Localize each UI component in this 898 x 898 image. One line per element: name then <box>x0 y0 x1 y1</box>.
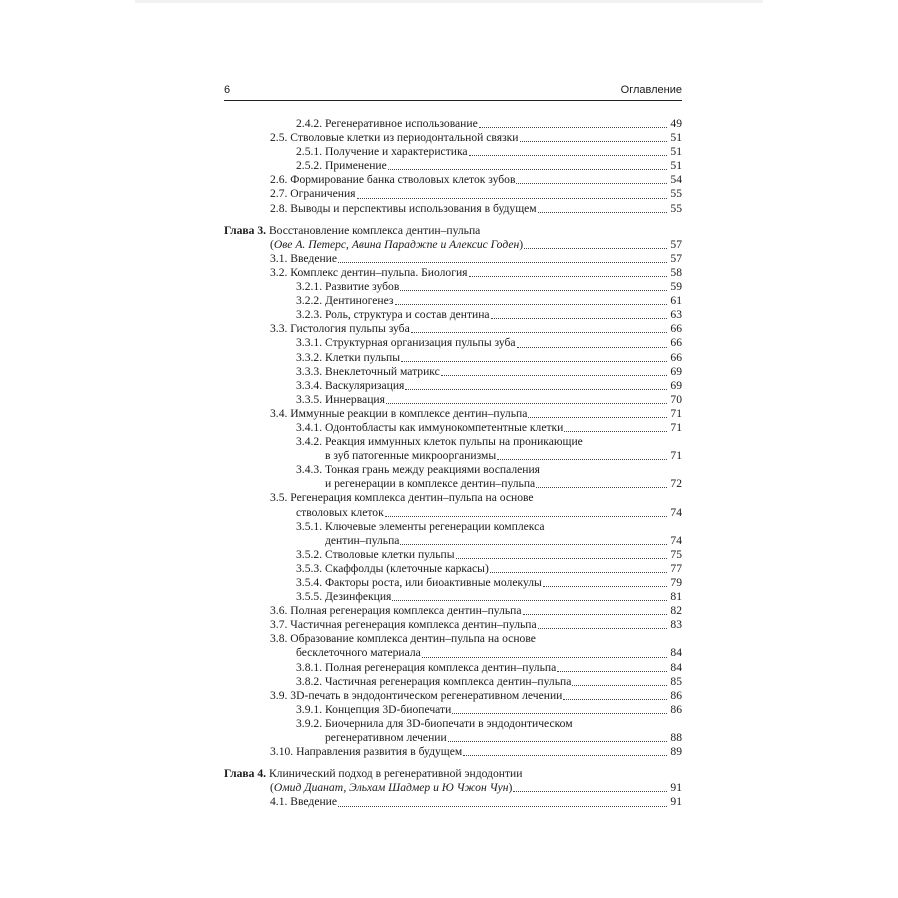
toc-chapter[interactable] <box>224 767 682 795</box>
toc-entry-number: 3.9.2. <box>296 716 323 730</box>
toc-entry-text <box>270 131 519 145</box>
dot-leader <box>479 127 667 128</box>
toc-entry-title: Роль, структура и состав дентина <box>325 308 490 322</box>
toc-page-number: 71 <box>670 420 682 434</box>
dot-leader <box>517 347 667 348</box>
toc-entry-text <box>270 618 537 632</box>
running-title: Оглавление <box>620 84 682 96</box>
toc-entry[interactable] <box>224 562 682 576</box>
toc-entry-text <box>296 145 468 159</box>
dot-leader <box>572 685 667 686</box>
toc-page-number: 55 <box>670 187 682 201</box>
toc-entry-title: Направления развития в будущем <box>296 745 463 759</box>
dot-leader <box>400 544 667 545</box>
dot-leader <box>520 141 668 142</box>
toc-entry-text <box>270 689 562 703</box>
chapter-title: Восстановление комплекса дентин–пульпа <box>268 223 481 237</box>
dot-leader <box>491 318 667 319</box>
toc-entry-title-continued: дентин–пульпа <box>325 533 400 547</box>
toc-entry-number: 3.3.4. <box>296 378 323 392</box>
toc-entry-text <box>270 322 410 336</box>
toc-entry[interactable] <box>224 351 682 365</box>
toc-entry-title: Реакция иммунных клеток пульпы на проникающие <box>325 435 583 449</box>
toc-entry-number: 3.2.1. <box>296 280 323 294</box>
toc-entry-title-continued: стволовых клеток <box>296 505 384 519</box>
toc-entry-text <box>296 576 542 590</box>
toc-entry-title: 3D-печать в эндодонтическом регенеративном лечении <box>290 688 563 702</box>
toc-entry-number: 3.2. <box>270 265 288 279</box>
toc-entry-text <box>270 187 356 201</box>
toc-entry-text <box>296 336 516 350</box>
toc-page-number: 88 <box>670 731 682 745</box>
toc-entry-number: 3.8.2. <box>296 674 323 688</box>
toc-entry-text <box>270 407 527 421</box>
toc-entry-text <box>296 661 556 675</box>
toc-page-number: 83 <box>670 618 682 632</box>
top-edge <box>135 0 763 3</box>
toc-entry-title: Васкуляризация <box>325 378 405 392</box>
toc-entry-number: 3.4.2. <box>296 435 323 449</box>
toc-page-number: 57 <box>670 237 682 251</box>
toc-page-number: 71 <box>670 449 682 463</box>
toc-page-number: 74 <box>670 533 682 547</box>
toc-entry-title: Образование комплекса дентин–пульпа на основе <box>290 632 536 646</box>
toc-entry-text <box>296 675 571 689</box>
toc-page-number: 84 <box>670 646 682 660</box>
page-number: 6 <box>224 84 231 96</box>
toc-entry-title: Одонтобласты как иммунокомпетентные клетки <box>325 420 564 434</box>
toc-entry-title: Стволовые клетки из периодонтальной связки <box>290 131 519 145</box>
toc-entry-number: 3.2.2. <box>296 294 323 308</box>
toc-page-number: 51 <box>670 131 682 145</box>
toc-entry-number: 3.6. <box>270 604 288 618</box>
toc-entry-title: Частичная регенерация комплекса дентин–пульпа <box>325 674 572 688</box>
toc-entry-title: Формирование банка стволовых клеток зубов <box>290 173 516 187</box>
toc-entry-title: Получение и характеристика <box>325 145 468 159</box>
toc-page-number: 85 <box>670 674 682 688</box>
toc-entry-text <box>296 308 490 322</box>
toc-page-number: 70 <box>670 392 682 406</box>
toc-entry[interactable] <box>224 336 682 350</box>
toc-page-number: 63 <box>670 308 682 322</box>
toc-entry-number: 2.6. <box>270 173 288 187</box>
dot-leader <box>524 248 667 249</box>
toc-entry-number: 3.5. <box>270 491 288 505</box>
toc-entry-title: Полная регенерация комплекса дентин–пульпа <box>290 604 522 618</box>
toc-entry-number: 3.4. <box>270 406 288 420</box>
dot-leader <box>538 212 667 213</box>
toc-entry[interactable] <box>224 520 682 548</box>
dot-leader <box>441 375 667 376</box>
dot-leader <box>338 806 667 807</box>
toc-entry-text <box>296 379 404 393</box>
toc-entry-title: Развитие зубов <box>325 280 400 294</box>
toc-entry[interactable] <box>224 703 682 717</box>
chapter-authors: Ове А. Петерс, Авина Параджпе и Алексис Годен <box>273 237 520 251</box>
toc-entry-text <box>325 477 535 491</box>
toc-entry[interactable] <box>224 661 682 675</box>
table-of-contents <box>224 117 682 810</box>
toc-entry-title: Клетки пульпы <box>325 350 401 364</box>
toc-entry-title-continued: и регенерации в комплексе дентин–пульпа <box>325 477 536 491</box>
chapter-title: Клинический подход в регенеративной эндодонтии <box>268 767 523 781</box>
toc-page-number: 49 <box>670 117 682 130</box>
dot-leader <box>497 459 667 460</box>
toc-entry-text <box>296 117 478 131</box>
toc-page-number: 58 <box>670 265 682 279</box>
toc-entry-title: Выводы и перспективы использования в будущем <box>290 201 537 215</box>
toc-entry-text: (Ове А. Петерс, Авина Параджпе и Алексис Годен) <box>270 237 524 251</box>
dot-leader <box>463 755 667 756</box>
toc-entry[interactable] <box>224 187 682 201</box>
toc-entry-title: Частичная регенерация комплекса дентин–пульпа <box>290 618 537 632</box>
chapter-label: Глава 3. <box>224 223 267 237</box>
toc-page-number: 66 <box>670 350 682 364</box>
toc-entry[interactable] <box>224 463 682 491</box>
dot-leader <box>513 791 667 792</box>
toc-page-number: 66 <box>670 322 682 336</box>
toc-page-number: 82 <box>670 604 682 618</box>
toc-entry-number: 2.8. <box>270 201 288 215</box>
toc-entry[interactable] <box>224 294 682 308</box>
toc-page-number: 81 <box>670 590 682 604</box>
dot-leader <box>385 516 667 517</box>
toc-page-number: 57 <box>670 251 682 265</box>
toc-page-number: 69 <box>670 378 682 392</box>
toc-entry-text <box>296 351 400 365</box>
toc-entry-number: 2.5.2. <box>296 159 323 173</box>
toc-entry[interactable] <box>224 435 682 463</box>
dot-leader <box>528 417 667 418</box>
dot-leader <box>469 276 667 277</box>
toc-entry-title: Комплекс дентин–пульпа. Биология <box>290 265 468 279</box>
toc-entry-title: Концепция 3D-биопечати <box>325 702 452 716</box>
toc-entry[interactable] <box>224 117 682 131</box>
toc-entry[interactable] <box>224 407 682 421</box>
toc-entry-text <box>296 548 455 562</box>
dot-leader <box>536 487 667 488</box>
toc-entry-number: 3.3.2. <box>296 350 323 364</box>
toc-page-number: 59 <box>670 280 682 294</box>
toc-entry[interactable] <box>224 717 682 745</box>
dot-leader <box>452 713 667 714</box>
toc-entry-text <box>296 590 391 604</box>
toc-entry-number: 3.4.1. <box>296 420 323 434</box>
toc-entry-number: 3.5.4. <box>296 576 323 589</box>
toc-entry[interactable] <box>224 173 682 187</box>
toc-page-number: 55 <box>670 201 682 215</box>
toc-entry[interactable] <box>224 308 682 322</box>
toc-entry-title: Внеклеточный матрикс <box>325 364 440 378</box>
toc-entry-text <box>325 449 496 463</box>
toc-entry[interactable] <box>224 393 682 407</box>
dot-leader <box>543 586 667 587</box>
toc-entry-title: Регенерация комплекса дентин–пульпа на основе <box>290 491 534 505</box>
toc-entry-number: 3.7. <box>270 618 288 632</box>
toc-entry-text <box>325 534 399 548</box>
dot-leader <box>357 198 668 199</box>
toc-entry-number: 3.9. <box>270 688 288 702</box>
toc-entry-number: 3.4.3. <box>296 463 323 477</box>
dot-leader <box>456 558 667 559</box>
toc-entry-number: 3.3.3. <box>296 364 323 378</box>
toc-entry-text: (Омид Дианат, Эльхам Шадмер и Ю Чжон Чун) <box>270 781 513 795</box>
toc-entry-title: Скаффолды (клеточные каркасы) <box>325 561 489 575</box>
toc-page-number: 51 <box>670 159 682 173</box>
toc-entry-number: 2.5.1. <box>296 145 323 159</box>
toc-entry-text <box>270 795 337 809</box>
dot-leader <box>395 304 668 305</box>
toc-entry-text <box>296 646 421 660</box>
toc-entry[interactable] <box>224 689 682 703</box>
toc-entry-number: 3.8. <box>270 632 288 646</box>
toc-entry-title: Регенеративное использование <box>325 117 478 130</box>
toc-page-number: 91 <box>670 781 682 795</box>
dot-leader <box>490 572 667 573</box>
chapter-label: Глава 4. <box>224 767 267 781</box>
toc-entry-title: Структурная организация пульпы зуба <box>325 336 516 350</box>
toc-entry[interactable] <box>224 548 682 562</box>
dot-leader <box>400 290 667 291</box>
dot-leader <box>448 741 667 742</box>
toc-entry[interactable] <box>224 576 682 590</box>
toc-entry-title-continued: регенеративном лечении <box>325 731 447 745</box>
toc-entry-text <box>270 266 468 280</box>
dot-leader <box>422 657 667 658</box>
toc-entry[interactable] <box>224 379 682 393</box>
toc-entry-number: 3.3.1. <box>296 336 323 350</box>
toc-entry-number: 3.5.5. <box>296 590 323 604</box>
toc-entry-title: Тонкая грань между реакциями воспаления <box>325 463 541 477</box>
toc-page-number: 71 <box>670 406 682 420</box>
toc-entry-title-continued: в зуб патогенные микроорганизмы <box>325 449 497 463</box>
toc-entry-text <box>296 365 440 379</box>
toc-entry[interactable] <box>224 745 682 759</box>
toc-page-number: 89 <box>670 745 682 759</box>
toc-entry[interactable] <box>224 675 682 689</box>
toc-entry[interactable] <box>224 280 682 294</box>
toc-entry[interactable] <box>224 604 682 618</box>
toc-page-number: 66 <box>670 336 682 350</box>
toc-page-number: 86 <box>670 702 682 716</box>
toc-entry-number: 3.1. <box>270 251 288 265</box>
document-page <box>224 82 682 810</box>
toc-page-number: 77 <box>670 561 682 575</box>
dot-leader <box>538 628 667 629</box>
toc-entry[interactable] <box>224 590 682 604</box>
toc-entry[interactable] <box>224 421 682 435</box>
toc-entry-number: 2.5. <box>270 131 288 145</box>
toc-entry-title: Дезинфекция <box>325 590 392 604</box>
dot-leader <box>386 403 667 404</box>
toc-entry[interactable] <box>224 252 682 266</box>
toc-entry-title: Ограничения <box>290 187 356 201</box>
dot-leader <box>557 671 667 672</box>
toc-entry[interactable] <box>224 618 682 632</box>
dot-leader <box>388 169 667 170</box>
toc-page-number: 54 <box>670 173 682 187</box>
dot-leader <box>392 600 667 601</box>
toc-entry-text <box>296 506 384 520</box>
toc-entry-title: Применение <box>325 159 387 173</box>
toc-entry-text <box>270 745 462 759</box>
toc-entry-number: 3.2.3. <box>296 308 323 322</box>
toc-page-number: 84 <box>670 660 682 674</box>
toc-entry-number: 3.5.1. <box>296 519 323 533</box>
toc-entry-text <box>296 280 399 294</box>
toc-entry-title: Биочернила для 3D-биопечати в эндодонтическом <box>325 716 573 730</box>
toc-entry-number: 3.5.2. <box>296 547 323 561</box>
toc-page-number: 86 <box>670 688 682 702</box>
toc-entry-number: 2.7. <box>270 187 288 201</box>
toc-entry-title: Введение <box>290 795 338 809</box>
dot-leader <box>563 699 667 700</box>
toc-entry[interactable] <box>224 159 682 173</box>
toc-entry-title: Дентиногенез <box>325 294 394 308</box>
dot-leader <box>338 262 667 263</box>
chapter-authors: Омид Дианат, Эльхам Шадмер и Ю Чжон Чун <box>273 781 509 795</box>
toc-entry-title: Иммунные реакции в комплексе дентин–пульпа <box>290 406 528 420</box>
toc-entry-title: Факторы роста, или биоактивные молекулы <box>325 576 542 589</box>
toc-chapter[interactable] <box>224 224 682 252</box>
dot-leader <box>411 332 667 333</box>
toc-entry[interactable] <box>224 322 682 336</box>
page-header <box>224 82 682 101</box>
dot-leader <box>516 183 667 184</box>
toc-page-number: 72 <box>670 477 682 491</box>
toc-entry-number: 3.10. <box>270 745 294 759</box>
toc-entry-text <box>296 159 387 173</box>
dot-leader <box>564 431 667 432</box>
toc-page-number: 51 <box>670 145 682 159</box>
toc-entry[interactable] <box>224 266 682 280</box>
toc-entry-text <box>270 604 522 618</box>
toc-page-number: 74 <box>670 505 682 519</box>
toc-entry[interactable] <box>224 131 682 145</box>
toc-page-number: 69 <box>670 364 682 378</box>
toc-entry-number: 3.8.1. <box>296 660 323 674</box>
toc-entry-number: 4.1. <box>270 795 288 809</box>
toc-entry-text <box>296 393 385 407</box>
toc-entry-title: Иннервация <box>325 392 385 406</box>
toc-page-number: 61 <box>670 294 682 308</box>
toc-entry-title: Ключевые элементы регенерации комплекса <box>325 519 545 533</box>
toc-entry-text <box>296 294 394 308</box>
toc-entry-number: 3.5.3. <box>296 561 323 575</box>
toc-entry-text <box>296 562 489 576</box>
toc-entry[interactable] <box>224 632 682 660</box>
dot-leader <box>523 614 667 615</box>
toc-entry-number: 3.9.1. <box>296 702 323 716</box>
toc-entry-title: Полная регенерация комплекса дентин–пульпа <box>325 660 557 674</box>
toc-page-number: 79 <box>670 576 682 589</box>
toc-entry-text <box>270 202 537 216</box>
toc-entry[interactable] <box>224 491 682 519</box>
toc-entry-text <box>270 252 337 266</box>
toc-entry-text <box>296 703 451 717</box>
toc-entry-title: Введение <box>290 251 338 265</box>
toc-entry-number: 3.3. <box>270 322 288 336</box>
toc-entry[interactable] <box>224 795 682 809</box>
dot-leader <box>405 389 667 390</box>
toc-entry-title: Стволовые клетки пульпы <box>325 547 455 561</box>
toc-entry-number: 2.4.2. <box>296 117 323 130</box>
dot-leader <box>401 361 667 362</box>
dot-leader <box>469 155 667 156</box>
toc-entry-title: Гистология пульпы зуба <box>290 322 410 336</box>
toc-entry-text <box>270 173 515 187</box>
toc-page-number: 91 <box>670 795 682 809</box>
toc-entry[interactable] <box>224 202 682 216</box>
toc-entry[interactable] <box>224 365 682 379</box>
toc-entry-title-continued: бесклеточного материала <box>296 646 421 660</box>
toc-entry-text <box>325 731 447 745</box>
toc-page-number: 75 <box>670 547 682 561</box>
toc-entry-number: 3.3.5. <box>296 392 323 406</box>
toc-entry-text <box>296 421 563 435</box>
toc-entry[interactable] <box>224 145 682 159</box>
